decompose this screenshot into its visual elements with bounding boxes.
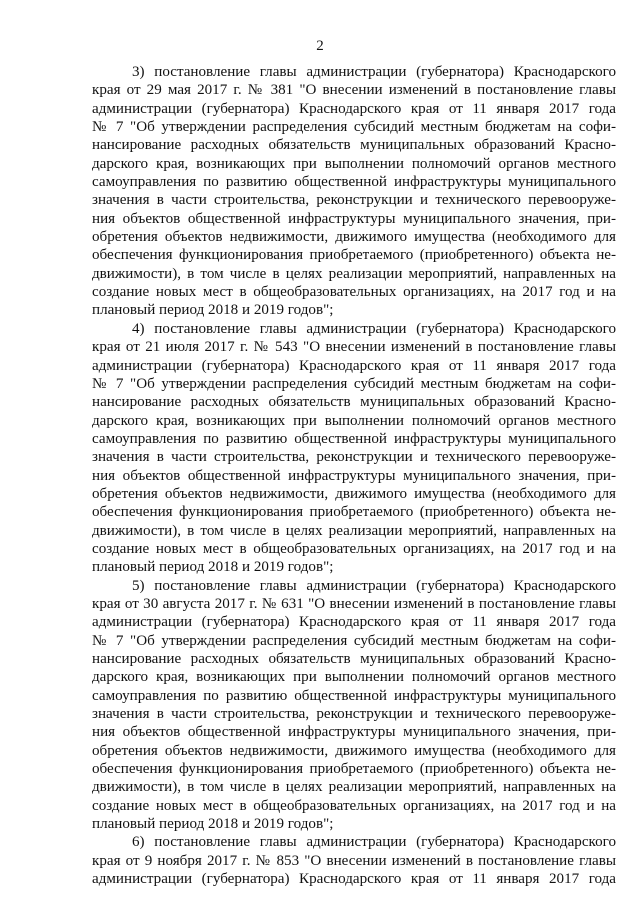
text-line: движимости), в том числе в целях реализации мероприятий, направленных на [92, 779, 616, 796]
text-line: № 7 "Об утверждении распределения субсидий местным бюджетам на софи- [92, 119, 616, 136]
text-line: 5) постановление главы администрации (губернатора) Краснодарского [132, 577, 616, 594]
text-line: 6) постановление главы администрации (губернатора) Краснодарского [132, 834, 616, 851]
text-line: администрации (губернатора) Краснодарского края от 11 января 2017 года [92, 357, 616, 374]
text-line: администрации (губернатора) Краснодарского края от 11 января 2017 года [92, 871, 616, 888]
text-line: самоуправления по развитию общественной инфраструктуры муниципального [92, 430, 616, 447]
text-line: создание новых мест в общеобразовательных организациях, на 2017 год и на [92, 540, 616, 557]
paragraph [92, 63, 616, 320]
document-body [92, 63, 616, 888]
page-number: 2 [316, 38, 324, 54]
text-line: обеспечения функционирования приобретаемого (приобретенного) объекта не- [92, 761, 616, 778]
text-line: края от 29 мая 2017 г. № 381 "О внесении изменений в постановление главы [92, 82, 616, 99]
text-line: ния объектов общественной инфраструктуры муниципального значения, при- [92, 467, 616, 484]
text-line: края от 9 ноября 2017 г. № 853 "О внесении изменений в постановление главы [92, 852, 616, 869]
text-line: движимости), в том числе в целях реализации мероприятий, направленных на [92, 522, 616, 539]
text-line: создание новых мест в общеобразовательных организациях, на 2017 год и на [92, 797, 616, 814]
text-line: обеспечения функционирования приобретаемого (приобретенного) объекта не- [92, 247, 616, 264]
text-line: значения в части строительства, реконструкции и технического перевооруже- [92, 449, 616, 466]
text-line: нансирование расходных обязательств муниципальных образований Красно- [92, 394, 616, 411]
text-line: дарского края, возникающих при выполнении полномочий органов местного [92, 155, 616, 172]
text-line: администрации (губернатора) Краснодарского края от 11 января 2017 года [92, 100, 616, 117]
text-line: значения в части строительства, реконструкции и технического перевооруже- [92, 192, 616, 209]
text-line: № 7 "Об утверждении распределения субсидий местным бюджетам на софи- [92, 632, 616, 649]
text-line: движимости), в том числе в целях реализации мероприятий, направленных на [92, 265, 616, 282]
text-line: значения в части строительства, реконструкции и технического перевооруже- [92, 706, 616, 723]
text-line: № 7 "Об утверждении распределения субсидий местным бюджетам на софи- [92, 375, 616, 392]
text-line: нансирование расходных обязательств муниципальных образований Красно- [92, 651, 616, 667]
text-line: ния объектов общественной инфраструктуры муниципального значения, при- [92, 210, 616, 227]
text-line: плановый период 2018 и 2019 годов"; [92, 559, 334, 576]
text-line: создание новых мест в общеобразовательных организациях, на 2017 год и на [92, 284, 616, 301]
paragraph [92, 577, 616, 834]
text-line: нансирование расходных обязательств муниципальных образований Красно- [92, 137, 616, 154]
text-line: обретения объектов недвижимости, движимого имущества (необходимого для [92, 742, 616, 759]
text-line: дарского края, возникающих при выполнении полномочий органов местного [92, 412, 616, 429]
text-line: плановый период 2018 и 2019 годов"; [92, 816, 334, 833]
text-line: администрации (губернатора) Краснодарского края от 11 января 2017 года [92, 614, 616, 631]
text-line: 3) постановление главы администрации (губернатора) Краснодарского [132, 64, 616, 80]
paragraph [92, 833, 616, 888]
text-line: плановый период 2018 и 2019 годов"; [92, 302, 334, 319]
text-line: дарского края, возникающих при выполнении полномочий органов местного [92, 669, 616, 686]
paragraph [92, 320, 616, 577]
text-line: края от 30 августа 2017 г. № 631 "О внесении изменений в постановление главы [92, 595, 616, 612]
text-line: 4) постановление главы администрации (губернатора) Краснодарского [132, 320, 616, 337]
text-line: обретения объектов недвижимости, движимого имущества (необходимого для [92, 485, 616, 502]
text-line: самоуправления по развитию общественной инфраструктуры муниципального [92, 174, 616, 191]
text-line: самоуправления по развитию общественной инфраструктуры муниципального [92, 687, 616, 704]
text-line: края от 21 июля 2017 г. № 543 "О внесении изменений в постановление главы [92, 339, 616, 356]
text-line: ния объектов общественной инфраструктуры муниципального значения, при- [92, 724, 616, 741]
text-line: обретения объектов недвижимости, движимого имущества (необходимого для [92, 229, 616, 246]
text-line: обеспечения функционирования приобретаемого (приобретенного) объекта не- [92, 504, 616, 521]
